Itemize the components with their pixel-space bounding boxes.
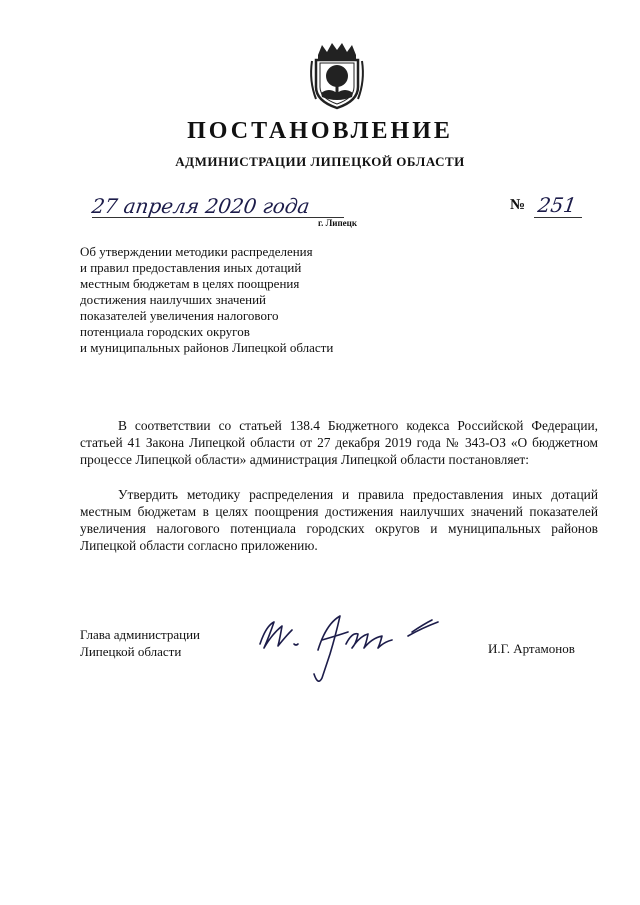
number-label: № — [510, 197, 526, 213]
subject-line: и правил предоставления иных дотаций — [80, 260, 302, 275]
number-underline — [534, 217, 582, 218]
signatory-position-line: Липецкой области — [80, 644, 182, 659]
subject-line: и муниципальных районов Липецкой области — [80, 340, 334, 355]
subject-line: показателей увеличения налогового — [80, 308, 279, 323]
body-paragraph-legal-basis: В соответствии со статьей 138.4 Бюджетного кодекса Российской Федерации, статьей 41 Закона Липецкой области от 27 декабря 2019 года № 343-ОЗ «О бюджетном процессе Липецкой области» администрация Липецкой области постановляет: — [80, 418, 598, 467]
subject-line: достижения наилучших значений — [80, 292, 267, 307]
date-underline — [92, 217, 344, 218]
handwritten-date: 27 апреля 2020 года — [90, 194, 312, 218]
signatory-name: И.Г. Артамонов — [488, 641, 575, 656]
document-subtitle: АДМИНИСТРАЦИИ ЛИПЕЦКОЙ ОБЛАСТИ — [175, 154, 465, 169]
lipetsk-coat-of-arms-icon — [306, 41, 368, 111]
document-title: ПОСТАНОВЛЕНИЕ — [187, 118, 453, 144]
subject-line: местным бюджетам в целях поощрения — [80, 276, 300, 291]
signatory-position-line: Глава администрации — [80, 627, 201, 642]
subject-line: Об утверждении методики распределения — [80, 244, 313, 259]
body-paragraph-resolution: Утвердить методику распределения и правила предоставления иных дотаций местным бюджетам в целях поощрения достижения наилучших значений показателей увеличения налогового потенциала городских округов и муниципальных районов Липецкой области согласно приложению. — [80, 487, 598, 553]
document-subject — [80, 244, 410, 356]
signatory-position — [80, 626, 200, 660]
subject-line: потенциала городских округов — [80, 324, 250, 339]
handwritten-signature — [252, 604, 452, 694]
handwritten-number: 251 — [536, 193, 578, 217]
city-label: г. Липецк — [318, 218, 358, 228]
